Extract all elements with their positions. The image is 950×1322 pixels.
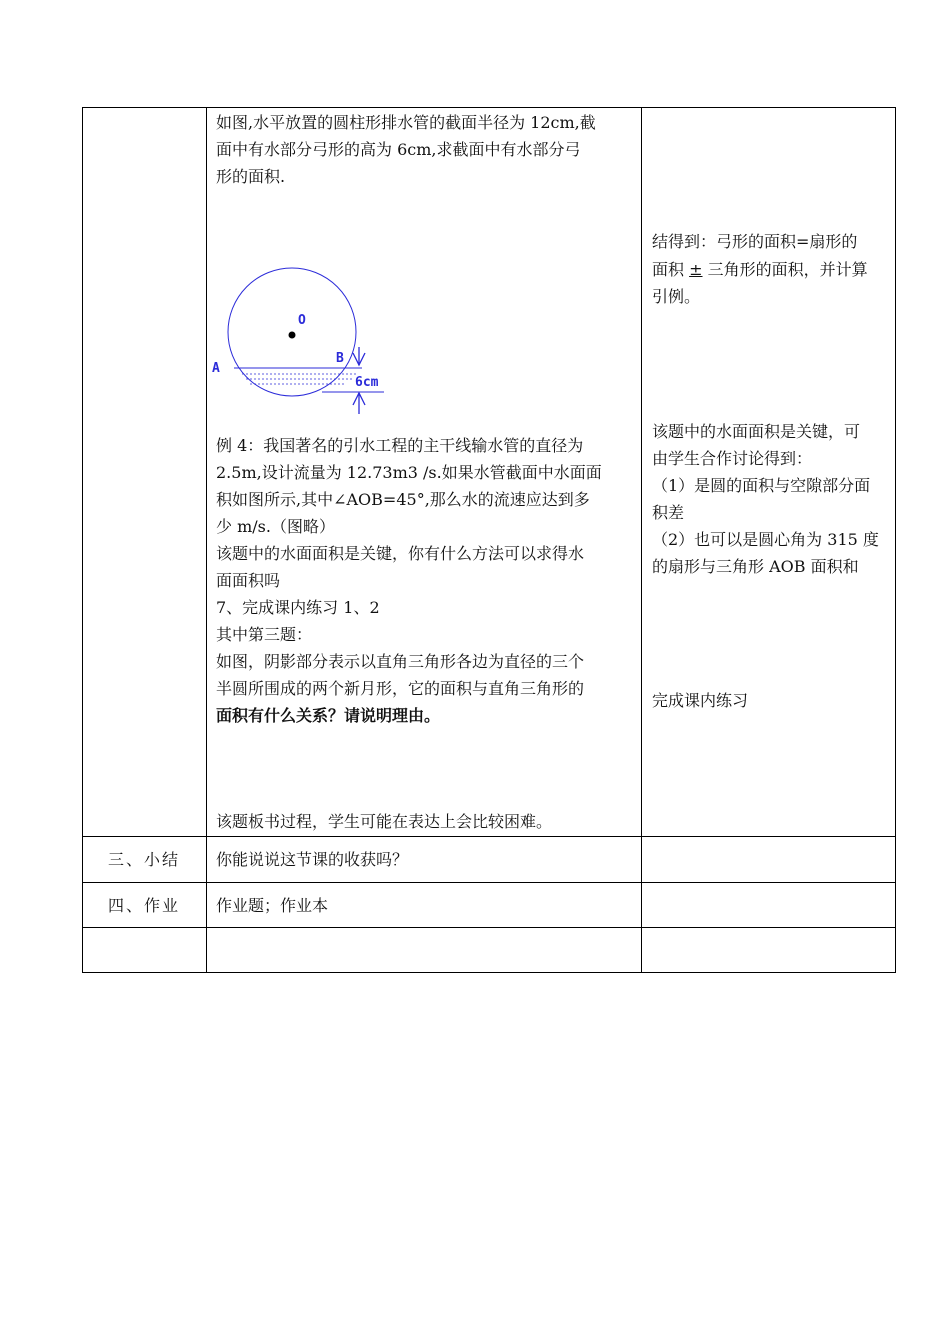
- example4-line: 2.5m,设计流量为 12.73m3 /s.如果水管截面中水面面: [216, 463, 602, 482]
- note1-line: 引例。: [652, 287, 701, 306]
- table-border-left: [82, 107, 83, 973]
- teaching-note: 该题板书过程，学生可能在表达上会比较困难。: [216, 812, 553, 831]
- example4-line: 例 4：我国著名的引水工程的主干线输水管的直径为: [216, 436, 584, 455]
- note2-line: 该题中的水面面积是关键，可: [652, 422, 861, 441]
- note1-part: 三角形的面积，并计算: [707, 260, 868, 279]
- label-b: B: [336, 351, 344, 366]
- practice-heading: 7、完成课内练习 1、2: [216, 598, 380, 617]
- example4-line: 该题中的水面面积是关键，你有什么方法可以求得水: [216, 544, 585, 563]
- homework-content: 作业题；作业本: [216, 896, 329, 915]
- example3-line: 如图,水平放置的圆柱形排水管的截面半径为 12cm,截: [216, 113, 596, 132]
- table-border-bottom: [82, 972, 896, 973]
- example4-line: 积如图所示,其中∠AOB=45°,那么水的流速应达到多: [216, 490, 590, 509]
- lesson-table: [82, 107, 896, 973]
- note2-line: （2）也可以是圆心角为 315 度: [652, 530, 879, 549]
- label-a: A: [212, 361, 220, 376]
- row-divider-empty: [82, 927, 896, 928]
- practice-line: 如图，阴影部分表示以直角三角形各边为直径的三个: [216, 652, 585, 671]
- practice-line: 半圆所围成的两个新月形，它的面积与直角三角形的: [216, 679, 585, 698]
- note2-line: 由学生合作讨论得到：: [652, 449, 813, 468]
- table-divider-1: [206, 107, 207, 973]
- example4-line: 面面积吗: [216, 571, 281, 590]
- note2-line: 积差: [652, 503, 685, 522]
- plus-minus-symbol: ±: [689, 260, 703, 279]
- summary-content: 你能说说这节课的收获吗？: [216, 850, 409, 869]
- table-border-right: [895, 107, 896, 973]
- pipe-cross-section-figure: [212, 262, 402, 422]
- row-divider-summary: [82, 836, 896, 837]
- summary-label: 三、小结: [107, 850, 180, 869]
- table-border-top: [82, 107, 896, 108]
- row-divider-homework: [82, 882, 896, 883]
- note2-line: （1）是圆的面积与空隙部分面: [652, 476, 871, 495]
- example3-line: 面中有水部分弓形的高为 6cm,求截面中有水部分弓: [216, 140, 581, 159]
- label-center-o: O: [298, 313, 306, 328]
- homework-label: 四、作业: [107, 896, 180, 915]
- practice-question-bold: 面积有什么关系？请说明理由。: [216, 706, 441, 725]
- note1-line: [652, 256, 868, 283]
- example4-line: 少 m/s.（图略）: [216, 517, 335, 536]
- note2-line: 的扇形与三角形 AOB 面积和: [652, 557, 859, 576]
- note1-part: 面积: [652, 260, 685, 279]
- note3-line: 完成课内练习: [652, 691, 749, 710]
- example3-line: 形的面积.: [216, 167, 286, 186]
- practice-line: 其中第三题：: [216, 625, 313, 644]
- center-point: [289, 332, 296, 339]
- table-divider-2: [641, 107, 642, 973]
- note1-line: 结得到：弓形的面积=扇形的: [652, 232, 858, 251]
- label-height: 6cm: [355, 375, 379, 390]
